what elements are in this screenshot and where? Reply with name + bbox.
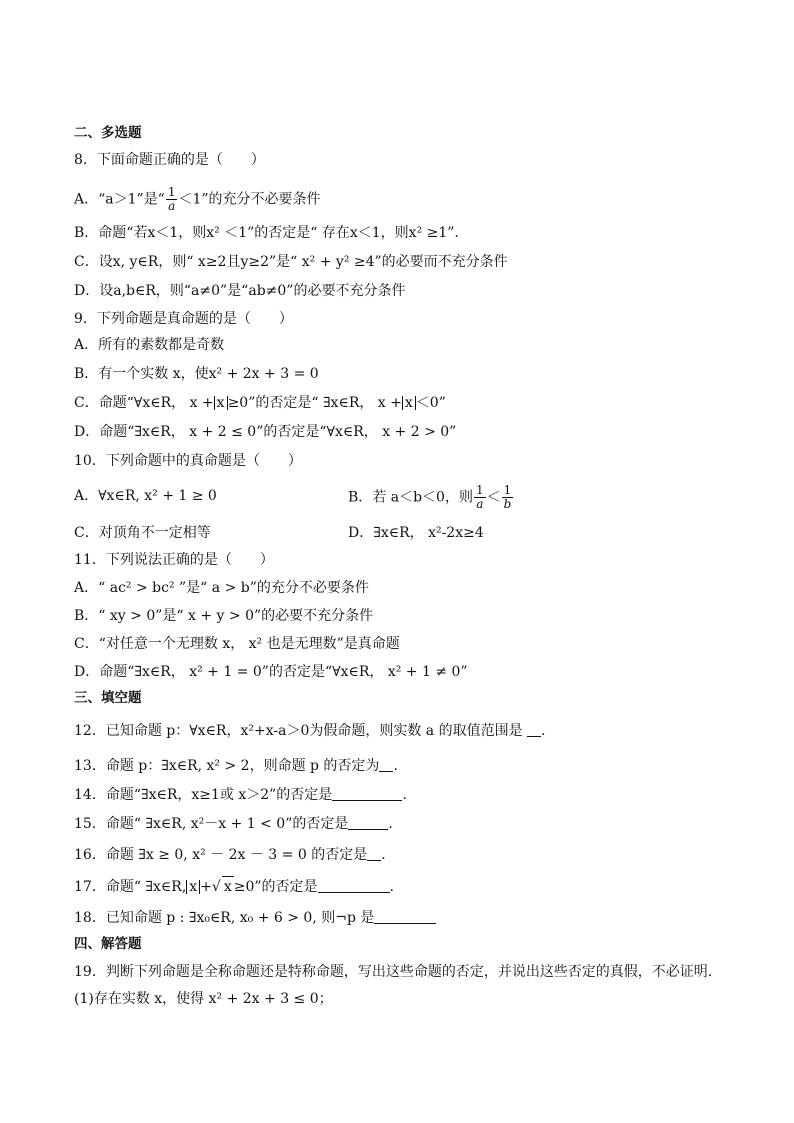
question-13-text: 13．命题 p：∃x∈R, x² > 2，则命题 p 的否定为 <box>74 758 380 774</box>
question-10-stem: 10．下列命题中的真命题是（ ） <box>74 453 302 469</box>
question-13: 13．命题 p：∃x∈R, x² > 2，则命题 p 的否定为 . <box>74 758 398 774</box>
absolute-value-x: x <box>402 396 416 410</box>
answer-blank <box>379 757 393 772</box>
question-19-part-1: (1)存在实数 x，使得 x² + 2x + 3 ≤ 0； <box>74 991 333 1007</box>
section-header-problems: 四、解答题 <box>74 936 142 952</box>
answer-blank <box>348 815 388 830</box>
question-15: 15．命题“ ∃x∈R, x²－x + 1 < 0”的否定是 . <box>74 816 393 832</box>
section-header-multiple-choice: 二、多选题 <box>74 125 142 141</box>
less-than-sign: ＜ <box>486 489 501 506</box>
question-10-option-a: A．∀x∈R, x² + 1 ≥ 0 <box>74 488 217 504</box>
question-11-option-a: A．“ ac² > bc² ”是“ a > b”的充分不必要条件 <box>74 580 369 596</box>
fraction-denominator: a <box>168 199 176 213</box>
question-11-option-b: B．“ xy > 0”是“ x + y > 0”的必要不充分条件 <box>74 608 374 624</box>
option-c-suffix: ＜0” <box>415 395 446 411</box>
fraction-numerator: 1 <box>167 185 176 199</box>
option-a-prefix: A．“a＞1”是“ <box>74 191 165 208</box>
question-16-text: 16．命题 ∃x ≥ 0, x² － 2x － 3 = 0 的否定是 <box>74 847 368 863</box>
square-root-x: x <box>222 876 234 897</box>
option-b-prefix: B．若 a＜b＜0，则 <box>348 489 473 506</box>
section-header-fill-in: 三、填空题 <box>74 690 142 706</box>
question-12: 12．已知命题 p：∀x∈R，x²+x-a＞0为假命题，则实数 a 的取值范围是 . <box>74 723 546 739</box>
fraction-1-over-a <box>166 186 178 213</box>
question-10-option-b <box>348 484 514 511</box>
question-9-stem: 9．下列命题是真命题的是（ ） <box>74 311 293 327</box>
question-8-option-d: D．设a,b∈R，则“a≠0”是“ab≠0”的必要不充分条件 <box>74 283 406 299</box>
option-c-prefix: C．命题“∀x∈R， x + <box>74 395 214 411</box>
question-17-suffix: ≥0”的否定是 <box>233 879 318 895</box>
question-15-text: 15．命题“ ∃x∈R, x²－x + 1 < 0”的否定是 <box>74 816 349 832</box>
question-19-stem: 19．判断下列命题是全称命题还是特称命题，写出这些命题的否定，并说出这些否定的真假，不必证明. <box>74 964 713 980</box>
question-8-option-a <box>74 186 321 213</box>
question-8-option-b: B．命题“若x＜1，则x² ＜1”的否定是“ 存在x＜1，则x² ≥1”. <box>74 225 459 241</box>
question-12-text: 12．已知命题 p：∀x∈R，x²+x-a＞0为假命题，则实数 a 的取值范围是 <box>74 723 528 739</box>
plus-sign: + <box>200 879 212 895</box>
question-11-option-c: C．“对任意一个无理数 x， x² 也是无理数”是真命题 <box>74 636 400 652</box>
absolute-value-x: x <box>186 880 200 894</box>
question-10-option-d: D．∃x∈R， x²-2x≥4 <box>348 525 484 541</box>
fraction-1-over-b <box>502 484 514 511</box>
answer-blank <box>367 846 381 861</box>
question-18 <box>74 908 436 928</box>
question-17: 17．命题“ ∃x∈R, x +√ x ≥0”的否定是 . <box>74 876 394 897</box>
option-c-middle: ≥0”的否定是“ ∃x∈R， x + <box>227 395 402 411</box>
question-14: 14．命题“∃x∈R，x≥1或 x＞2”的否定是 . <box>74 787 407 803</box>
question-18-text: 18．已知命题 p : ∃x₀∈R, x₀ + 6 > 0, 则¬p 是 <box>74 910 375 926</box>
answer-blank <box>332 786 402 801</box>
answer-blank <box>374 909 436 924</box>
question-11-stem: 11．下列说法正确的是（ ） <box>74 552 274 568</box>
question-9-option-a: A．所有的素数都是奇数 <box>74 337 225 353</box>
question-8-stem: 8．下面命题正确的是（ ） <box>74 152 265 168</box>
fraction-denominator: b <box>503 497 512 511</box>
question-14-text: 14．命题“∃x∈R，x≥1或 x＞2”的否定是 <box>74 787 333 803</box>
answer-blank <box>318 878 390 893</box>
question-10-option-c: C．对顶角不一定相等 <box>74 525 211 541</box>
question-16: 16．命题 ∃x ≥ 0, x² － 2x － 3 = 0 的否定是 . <box>74 847 386 863</box>
question-8-option-c: C．设x, y∈R，则“ x≥2且y≥2”是“ x² + y² ≥4”的必要而不充分条件 <box>74 254 508 270</box>
question-9-option-d: D．命题“∃x∈R， x + 2 ≤ 0”的否定是“∀x∈R， x + 2 > 0” <box>74 424 457 440</box>
question-9-option-b: B．有一个实数 x，使x² + 2x + 3 = 0 <box>74 366 319 382</box>
question-17-prefix: 17．命题“ ∃x∈R, <box>74 879 187 895</box>
answer-blank <box>527 722 541 737</box>
fraction-numerator: 1 <box>502 484 514 498</box>
question-11-option-d: D．命题“∃x∈R， x² + 1 = 0”的否定是“∀x∈R， x² + 1 ≠ 0” <box>74 664 468 680</box>
fraction-denominator: a <box>476 497 484 511</box>
absolute-value-x: x <box>214 396 228 410</box>
question-9-option-c <box>74 393 446 413</box>
option-a-suffix: ＜1”的充分不必要条件 <box>178 191 321 208</box>
fraction-1-over-a <box>474 484 486 511</box>
fraction-numerator: 1 <box>475 483 484 497</box>
